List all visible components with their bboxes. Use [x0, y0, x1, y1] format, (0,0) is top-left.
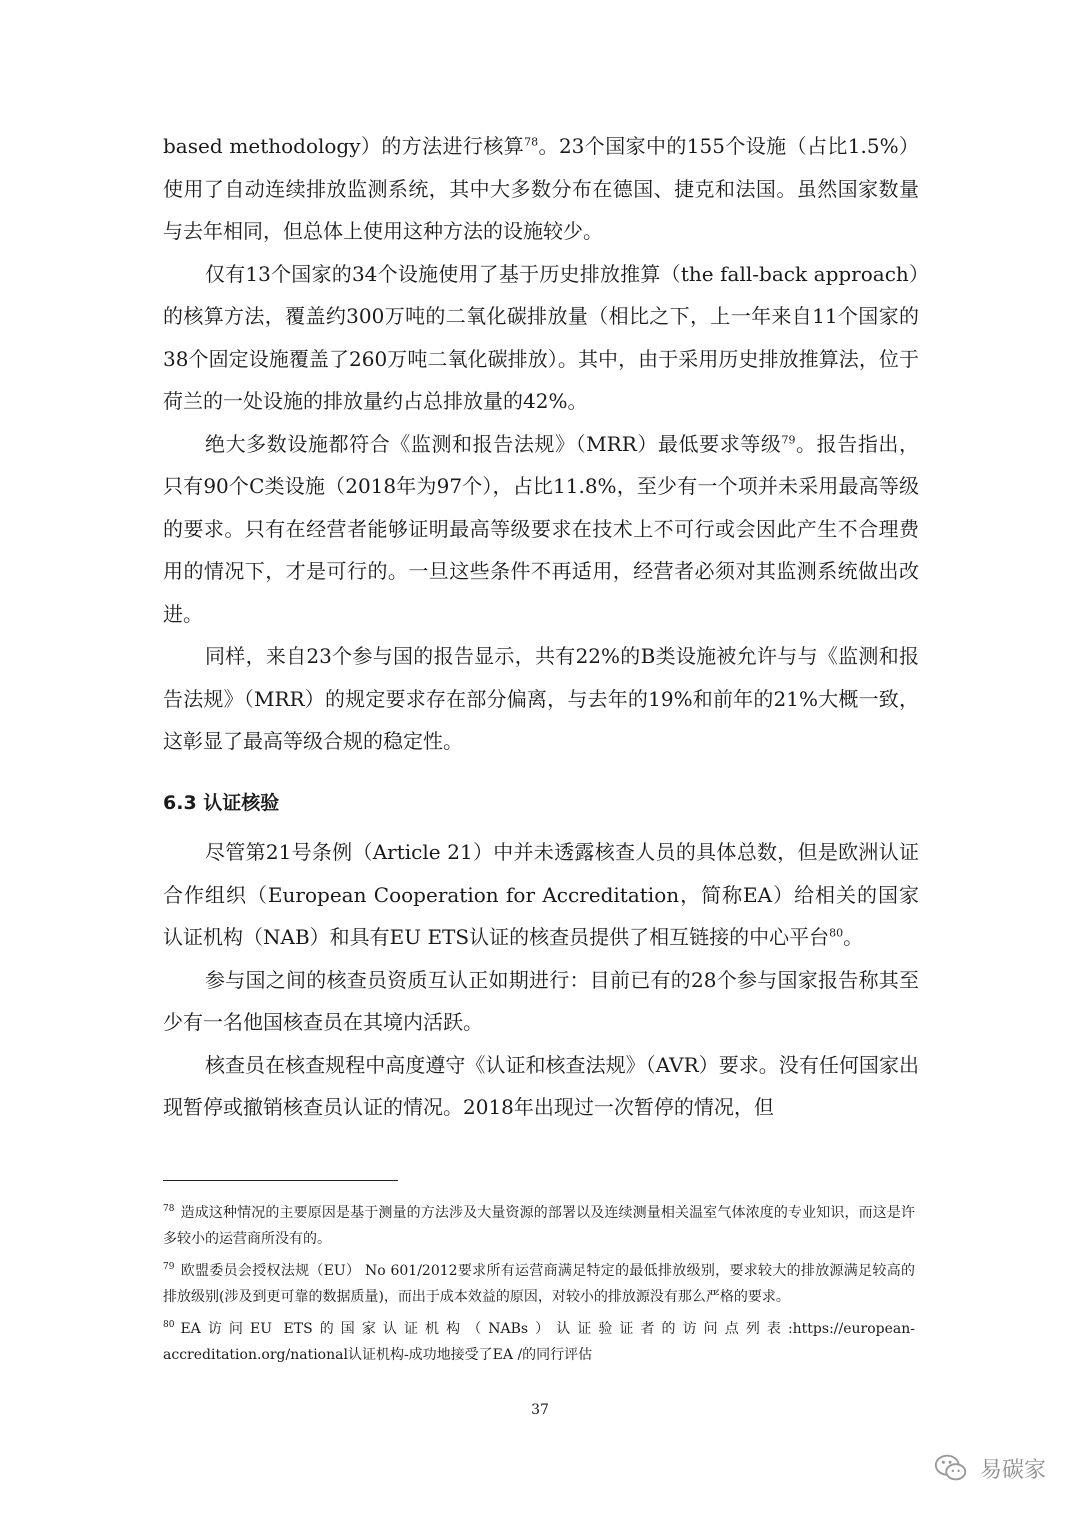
footnote-80	[163, 1316, 915, 1368]
footnote-ref-79[interactable]: 79	[781, 432, 796, 446]
paragraph-6: 参与国之间的核查员资质互认正如期进行：目前已有的28个参与国家报告称其至少有一名他国核查员在其境内活跃。	[163, 967, 919, 1034]
footnote-text: 欧盟委员会授权法规（EU） No 601/2012要求所有运营商满足特定的最低排放级别，要求较大的排放源满足较高的排放级别(涉及到更可靠的数据质量)，而出于成本效益的原因，对较小的排放源没有那么严格的要求。	[163, 1263, 915, 1305]
body-text-bottom	[163, 831, 919, 1129]
watermark-text: 易碳家	[979, 1457, 1046, 1483]
paragraph-text: 尽管第21号条例（Article 21）中并未透露核查人员的具体总数，但是欧洲认证合作组织（European Cooperation for Accreditation，简称EA）给相关的国家认证机构（NAB）和具有EU ETS认证的核查员提供了相互链接的中心平台	[163, 840, 919, 949]
paragraph-text: based methodology）的方法进行核算	[163, 134, 525, 158]
wechat-icon	[932, 1449, 970, 1487]
footnote-text: 造成这种情况的主要原因是基于测量的方法涉及大量资源的部署以及连续测量相关温室气体浓度的专业知识，而这是许多较小的运营商所没有的。	[163, 1205, 915, 1247]
paragraph-1	[163, 125, 919, 253]
footnote-number: 79	[163, 1262, 175, 1273]
paragraph-5	[163, 831, 919, 959]
paragraph-3	[163, 423, 919, 636]
paragraph-text: 。	[843, 925, 864, 949]
body-text-top	[163, 125, 919, 763]
paragraph-text: 。23个国家中的155个设施（占比1.5%）使用了自动连续排放监测系统，其中大多数分布在德国、捷克和法国。虽然国家数量与去年相同，但总体上使用这种方法的设施较少。	[163, 134, 919, 243]
paragraph-4: 同样，来自23个参与国的报告显示，共有22%的B类设施被允许与与《监测和报告法规》（MRR）的规定要求存在部分偏离，与去年的19%和前年的21%大概一致，这彰显了最高等级合规的稳定性。	[163, 644, 919, 753]
footnote-ref-78[interactable]: 78	[524, 135, 539, 149]
footnotes	[163, 1200, 915, 1374]
paragraph-text: 。报告指出，只有90个C类设施（2018年为97个），占比11.8%，至少有一个项并未采用最高等级的要求。只有在经营者能够证明最高等级要求在技术上不可行或会因此产生不合理费用的情况下，才是可行的。一旦这些条件不再适用，经营者必须对其监测系统做出改进。	[163, 431, 919, 626]
footnote-number: 80	[163, 1320, 175, 1331]
footnote-79	[163, 1258, 915, 1310]
watermark	[932, 1448, 1046, 1488]
footnote-78	[163, 1200, 915, 1252]
paragraph-text: 绝大多数设施都符合《监测和报告法规》（MRR）最低要求等级	[205, 431, 782, 456]
section-heading: 6.3 认证核验	[163, 792, 280, 814]
footnote-ref-80[interactable]: 80	[829, 926, 844, 940]
paragraph-2: 仅有13个国家的34个设施使用了基于历史排放推算（the fall-back approach）的核算方法，覆盖约300万吨的二氧化碳排放量（相比之下，上一年来自11个国家的38个固定设施覆盖了260万吨二氧化碳排放）。其中，由于采用历史排放推算法，位于荷兰的一处设施的排放量约占总排放量的42%。	[163, 261, 919, 413]
footnote-text[interactable]: EA访问EU ETS的国家认证机构（NABs）认证验证者的访问点列表:https://european-accreditation.org/national认证机构-成功地接受了EA /的同行评估	[163, 1321, 915, 1363]
footnote-divider	[163, 1180, 398, 1181]
page-number: 37	[531, 1402, 549, 1418]
paragraph-7: 核查员在核查规程中高度遵守《认证和核查法规》（AVR）要求。没有任何国家出现暂停或撤销核查员认证的情况。2018年出现过一次暂停的情况，但	[163, 1052, 919, 1119]
footnote-number: 78	[163, 1204, 175, 1215]
